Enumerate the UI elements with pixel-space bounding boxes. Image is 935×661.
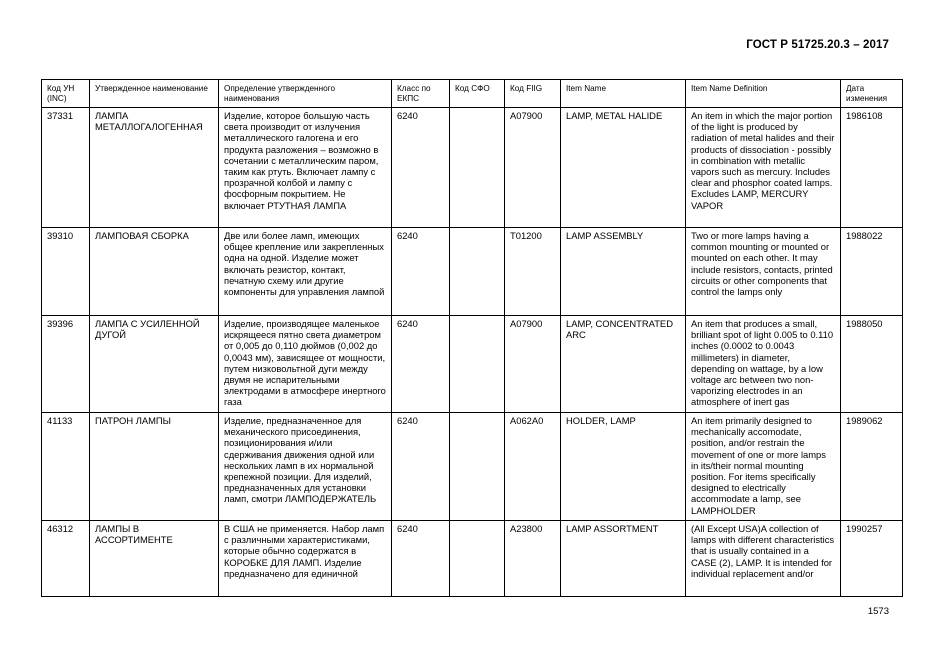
col-header-definition: Определение утвержденного наименования: [219, 80, 392, 108]
cell-item-name: LAMP, CONCENTRATED ARC: [561, 316, 686, 413]
table-row: [42, 316, 903, 413]
cell-approved-name: ЛАМПА МЕТАЛЛОГАЛОГЕННАЯ: [90, 108, 219, 228]
document-code: ГОСТ Р 51725.20.3 – 2017: [746, 39, 889, 51]
col-header-item-name: Item Name: [561, 80, 686, 108]
col-header-approved-name: Утвержденное наименование: [90, 80, 219, 108]
cell-approved-name: ЛАМПА С УСИЛЕННОЙ ДУГОЙ: [90, 316, 219, 413]
col-header-inc: Код УН (INC): [42, 80, 90, 108]
cell-item-name: LAMP ASSEMBLY: [561, 228, 686, 316]
cell-inc: 41133: [42, 413, 90, 521]
cell-inc: 46312: [42, 521, 90, 597]
cell-fiig-code: A07900: [505, 108, 561, 228]
cell-fiig-code: A23800: [505, 521, 561, 597]
cell-sfo-code: [450, 108, 505, 228]
cell-ekps-class: 6240: [392, 108, 450, 228]
cell-approved-name: ПАТРОН ЛАМПЫ: [90, 413, 219, 521]
cell-item-name-definition: An item that produces a small, brilliant spot of light 0.005 to 0.110 inches (0.0002 to 0.0043 millimeters) in diameter, depending on wattage, by a low voltage arc between two non-vaporizing electrodes in an atmosphere of inert gas: [686, 316, 841, 413]
cell-change-date: 1990257: [841, 521, 903, 597]
cell-definition: В США не применяется. Набор ламп с различными характеристиками, которые обычно содержатся в КОРОБКЕ ДЛЯ ЛАМП. Изделие предназначено для единичной: [219, 521, 392, 597]
table-header-row: [42, 80, 903, 108]
cell-definition: Изделие, которое большую часть света производит от излучения металлического галогена и его продукта разложения – возможно в сочетании с металлическим паром, таким как ртуть. Включает лампу с прозрачной колбой и лампу с фосфорным покрытием. Не включает РТУТНАЯ ЛАМПА: [219, 108, 392, 228]
cell-item-name-definition: An item in which the major portion of the light is produced by radiation of metal halides and their products of dissociation - possibly in combination with metallic vapors such as mercury. Includes clear and phosphor coated lamps. Excludes LAMP, MERCURY VAPOR: [686, 108, 841, 228]
cell-inc: 37331: [42, 108, 90, 228]
cell-item-name: HOLDER, LAMP: [561, 413, 686, 521]
cell-fiig-code: A07900: [505, 316, 561, 413]
cell-sfo-code: [450, 521, 505, 597]
page-number: 1573: [867, 606, 889, 617]
cell-definition: Изделие, предназначенное для механического присоединения, позиционирования и/или сдерживания движения одной или нескольких ламп в их нормальной крепежной позиции. Для изделий, предназначенных для установки ламп, смотри ЛАМПОДЕРЖАТЕЛЬ: [219, 413, 392, 521]
cell-sfo-code: [450, 228, 505, 316]
table-row: [42, 413, 903, 521]
cell-ekps-class: 6240: [392, 413, 450, 521]
cell-fiig-code: T01200: [505, 228, 561, 316]
cell-ekps-class: 6240: [392, 521, 450, 597]
cell-sfo-code: [450, 413, 505, 521]
table-row: [42, 228, 903, 316]
nomenclature-table: [41, 79, 903, 597]
cell-approved-name: ЛАМПОВАЯ СБОРКА: [90, 228, 219, 316]
col-header-item-name-definition: Item Name Definition: [686, 80, 841, 108]
col-header-fiig-code: Код FIIG: [505, 80, 561, 108]
cell-item-name: LAMP, METAL HALIDE: [561, 108, 686, 228]
cell-ekps-class: 6240: [392, 316, 450, 413]
cell-item-name-definition: Two or more lamps having a common mounting or mounted or mounted on each other. It may include resistors, contacts, printed circuits or other components that control the lamps only: [686, 228, 841, 316]
col-header-change-date: Дата изменения: [841, 80, 903, 108]
cell-ekps-class: 6240: [392, 228, 450, 316]
cell-fiig-code: A062A0: [505, 413, 561, 521]
cell-change-date: 1989062: [841, 413, 903, 521]
col-header-ekps-class: Класс по ЕКПС: [392, 80, 450, 108]
cell-change-date: 1988022: [841, 228, 903, 316]
col-header-sfo-code: Код СФО: [450, 80, 505, 108]
cell-change-date: 1986108: [841, 108, 903, 228]
cell-sfo-code: [450, 316, 505, 413]
cell-item-name: LAMP ASSORTMENT: [561, 521, 686, 597]
cell-inc: 39310: [42, 228, 90, 316]
cell-definition: Изделие, производящее маленькое искрящееся пятно света диаметром от 0,005 до 0,110 дюймов (0,002 до 0,0043 мм), зависящее от мощности, путем низковольтной дуги между двумя не испарительными электродами в атмосфере инертного газа: [219, 316, 392, 413]
cell-item-name-definition: (All Except USA)A collection of lamps with different characteristics that is usually contained in a CASE (2), LAMP. It is intended for individual replacement and/or: [686, 521, 841, 597]
cell-change-date: 1988050: [841, 316, 903, 413]
cell-inc: 39396: [42, 316, 90, 413]
table-row: [42, 521, 903, 597]
table-row: [42, 108, 903, 228]
cell-definition: Две или более ламп, имеющих общее крепление или закрепленных одна на одной. Изделие может включать резистор, контакт, печатную схему или другие компоненты для управления лампой: [219, 228, 392, 316]
cell-approved-name: ЛАМПЫ В АССОРТИМЕНТЕ: [90, 521, 219, 597]
cell-item-name-definition: An item primarily designed to mechanically accomodate, position, and/or restrain the movement of one or more lamps in its/their normal mounting position. For items specifically designed to electrically accommodate a lamp, see LAMPHOLDER: [686, 413, 841, 521]
